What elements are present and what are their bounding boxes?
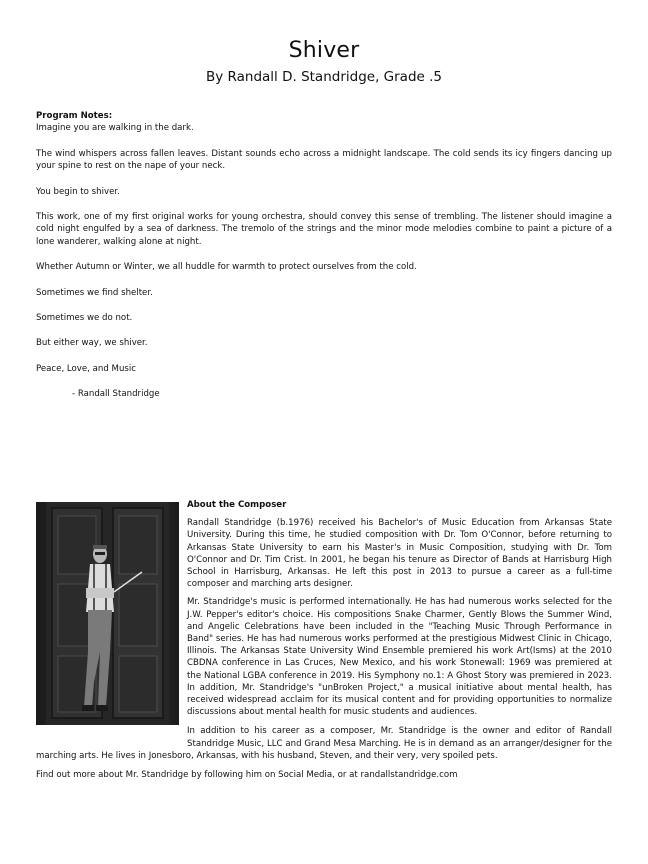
about-paragraph: In addition to his career as a composer, Mr. Standridge is the owner and editor of Randall Standridge Music, LLC and Grand Mesa Marching. He is in demand as an arranger/designer for the marching arts. He lives in Jonesboro, Arkansas, with his husband, Steven, and their very, very spoiled pets. [36, 726, 612, 761]
notes-signature: - Randall Standridge [72, 389, 160, 400]
about-paragraph: Mr. Standridge's music is performed internationally. He has had numerous works selected for the J.W. Pepper's editor's choice. His compositions Snake Charmer, Gently Blows the Summer Wind, and Angelic Celebrations have been included in the "Teaching Music Through Performance in Band" series. He has had numerous works performed at the prestigious Midwest Clinic in Chicago, Illinois. The Arkansas State University Wind Ensemble premiered his work Art(Isms) at the 2010 CBDNA conference in Las Cruces, New Mexico, and his work Stonewall: 1969 was premiered at the National LGBA conference in 2019. His Symphony no.1: A Ghost Story was premiered in 2023. In addition, Mr. Standridge's "unBroken Project," a musical initiative about mental health, has received widespread acclaim for its musical content and for providing opportunities to normalize discussions about mental health for music students and audiences. [187, 597, 612, 718]
program-notes-heading: Program Notes: [36, 111, 113, 121]
about-heading: About the Composer [187, 500, 287, 510]
composer-subtitle: By Randall D. Standridge, Grade .5 [206, 69, 442, 85]
photo-spacer [36, 499, 187, 745]
notes-paragraph: Sometimes we find shelter. [36, 287, 153, 298]
notes-paragraph: The wind whispers across fallen leaves. Distant sounds echo across a midnight landscape. The cold sends its icy fingers dancing up your spine to rest on the nape of your neck. [36, 148, 612, 172]
notes-paragraph: Peace, Love, and Music [36, 363, 136, 374]
notes-paragraph: Whether Autumn or Winter, we all huddle for warmth to protect ourselves from the cold. [36, 262, 417, 273]
notes-paragraph: Sometimes we do not. [36, 313, 133, 324]
notes-paragraph: Imagine you are walking in the dark. [36, 123, 194, 134]
notes-paragraph: You begin to shiver. [36, 186, 120, 197]
program-notes [36, 110, 612, 401]
notes-paragraph: But either way, we shiver. [36, 338, 148, 349]
about-composer [36, 499, 612, 781]
about-paragraph: Randall Standridge (b.1976) received his Bachelor's of Music Education from Arkansas State University. During this time, he studied composition with Dr. Tom O'Connor, before returning to Arkansas State University to earn his Master's in Music Composition, studying with Dr. Tom O'Connor and Dr. Tim Crist. In 2001, he began his tenure as Director of Bands at Harrisburg High School in Harrisburg, Arkansas. He left this post in 2013 to pursue a career as a full-time composer and marching arts designer. [187, 518, 612, 590]
notes-paragraph: This work, one of my first original works for young orchestra, should convey this sense of trembling. The listener should imagine a cold night engulfed by a sea of darkness. The tremolo of the strings and the minor mode melodies combine to paint a picture of a lone wanderer, walking alone at night. [36, 212, 612, 247]
piece-title: Shiver [288, 38, 360, 63]
about-paragraph: Find out more about Mr. Standridge by following him on Social Media, or at randallstandridge.com [36, 770, 458, 781]
